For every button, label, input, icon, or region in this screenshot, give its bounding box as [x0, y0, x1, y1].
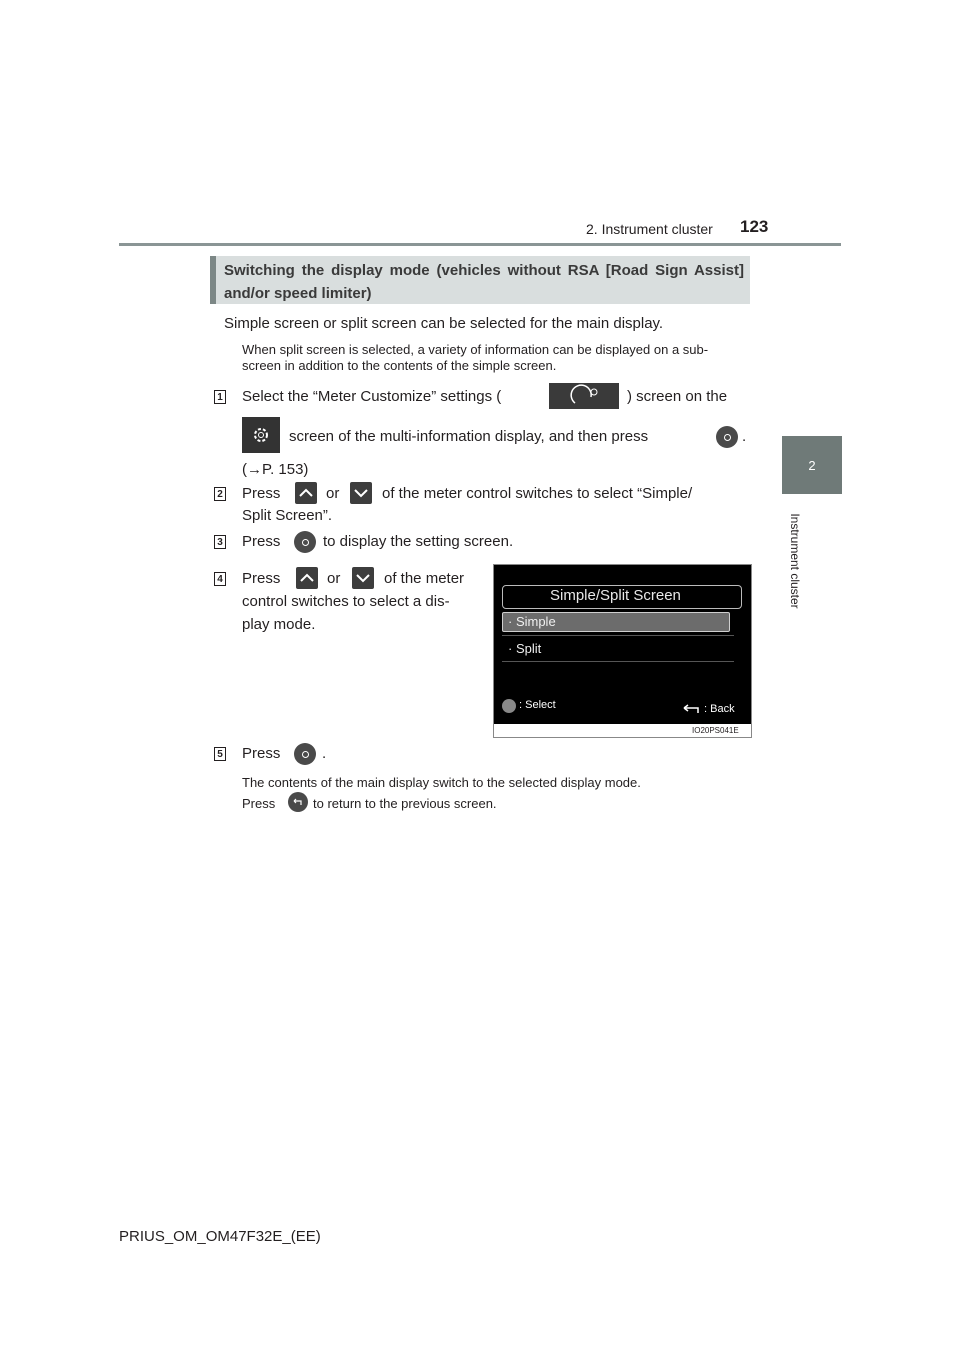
chapter-tab: 2	[782, 436, 842, 494]
step1-text-a: Select the “Meter Customize” settings (	[242, 388, 502, 405]
footer-code: PRIUS_OM_OM47F32E_(EE)	[119, 1228, 321, 1245]
back-icon	[680, 701, 702, 711]
meter-customize-icon	[549, 383, 619, 409]
step3-text-b: to display the setting screen.	[323, 533, 514, 550]
step-number-3: 3	[214, 535, 226, 549]
step2-or: or	[326, 485, 340, 502]
note-switch: The contents of the main display switch to the selected display mode.	[242, 775, 641, 790]
screen-back-label: : Back	[704, 703, 735, 715]
step2-text-b: of the meter control switches to select “Simple/	[382, 485, 693, 502]
note-return-a: Press	[242, 796, 276, 811]
header-rule	[119, 243, 841, 246]
display-screenshot	[493, 564, 752, 738]
step3-text-a: Press	[242, 533, 281, 550]
up-arrow-icon	[296, 567, 318, 589]
step1-text-e: (→P. 153)	[242, 461, 309, 478]
down-arrow-icon	[352, 567, 374, 589]
chapter-label: Instrument cluster	[788, 513, 802, 609]
step-number-4: 4	[214, 572, 226, 586]
step-number-5: 5	[214, 747, 226, 761]
ok-button-icon	[294, 531, 316, 553]
step2-text-c: Split Screen”.	[242, 507, 333, 524]
down-arrow-icon	[350, 482, 372, 504]
step4-text-d: play mode.	[242, 616, 316, 633]
screen-item-simple: · Simple	[508, 614, 556, 629]
step-number-1: 1	[214, 390, 226, 404]
step2-text-a: Press	[242, 485, 281, 502]
screen-select-label: : Select	[519, 699, 556, 711]
page-number: 123	[740, 217, 769, 236]
intro-text: Simple screen or split screen can be selected for the main display.	[224, 315, 664, 332]
step5-text-b: .	[322, 745, 327, 762]
ok-button-icon	[294, 743, 316, 765]
section-title: Switching the display mode (vehicles without RSA [Road Sign Assist] and/or speed limiter)	[224, 262, 744, 302]
ok-button-icon	[716, 426, 738, 448]
step4-text-a: Press	[242, 570, 281, 587]
screen-title: Simple/Split Screen	[550, 587, 681, 604]
step1-text-c: screen of the multi-information display, and then press	[289, 428, 649, 445]
step4-text-c: control switches to select a dis-	[242, 593, 450, 610]
note-return-b: to return to the previous screen.	[313, 796, 497, 811]
back-button-icon	[288, 792, 308, 812]
step1-text-b: ) screen on the	[627, 388, 728, 405]
image-code: IO20PS041E	[692, 726, 739, 735]
up-arrow-icon	[295, 482, 317, 504]
settings-gear-icon	[242, 417, 280, 453]
step5-text-a: Press	[242, 745, 281, 762]
header-section: 2. Instrument cluster	[586, 221, 713, 237]
note-split: When split screen is selected, a variety of information can be displayed on a sub-screen in addition to the contents of the simple screen.	[242, 342, 709, 373]
step-number-2: 2	[214, 487, 226, 501]
step4-text-b: of the meter	[384, 570, 465, 587]
screen-item-split: · Split	[508, 641, 542, 656]
ok-button-icon	[502, 699, 516, 713]
step1-text-d: .	[742, 428, 747, 445]
step4-or: or	[327, 570, 341, 587]
